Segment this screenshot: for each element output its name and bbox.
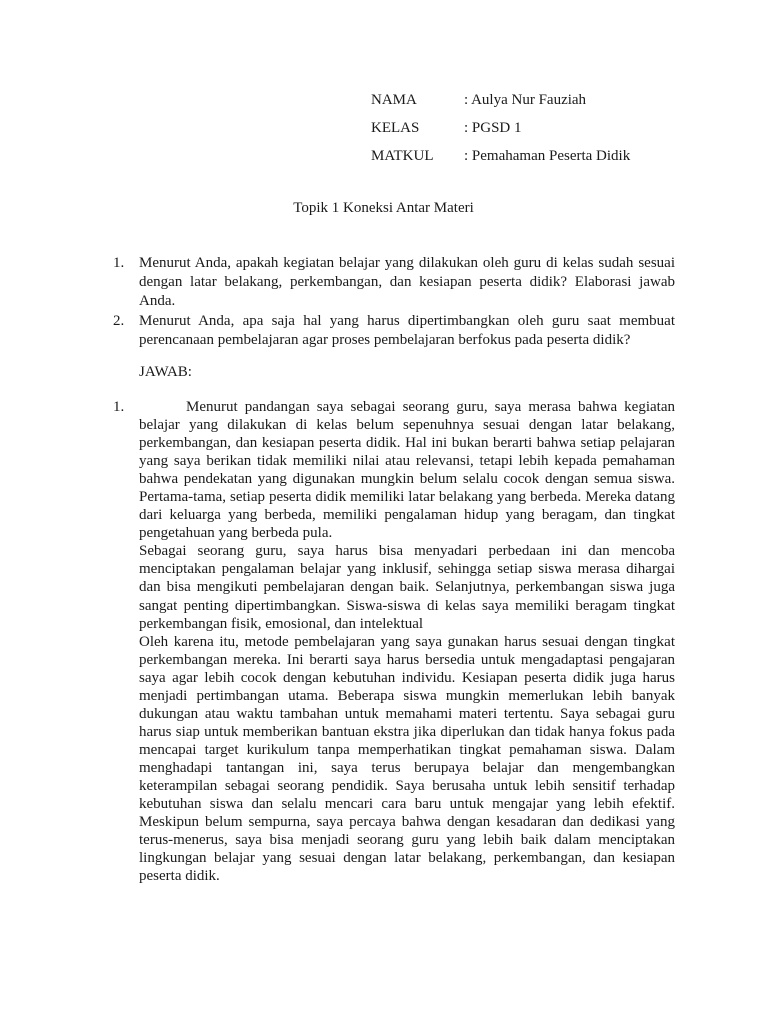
- document-title: Topik 1 Koneksi Antar Materi: [293, 200, 474, 216]
- answer-block: [113, 398, 675, 885]
- answer-item: [113, 398, 675, 885]
- class-value: : PGSD 1: [464, 120, 522, 136]
- question-number: 2.: [113, 312, 125, 329]
- answer-number: 1.: [113, 399, 125, 415]
- document-title-wrap: [0, 199, 768, 217]
- identity-block: [371, 86, 630, 170]
- answer-paragraph: Oleh karena itu, metode pembelajaran yang saya gunakan harus sesuai dengan tingkat perkembangan mereka. Ini berarti saya harus bersedia untuk mengadaptasi pengajaran saya agar lebih cocok dengan kebutuhan individu. Kesiapan peserta didik juga harus menjadi pertimbangan utama. Beberapa siswa mungkin memerlukan lebih banyak dukungan atau waktu tambahan untuk memahami materi tertentu. Saya sebagai guru harus siap untuk memberikan bantuan ekstra jika diperlukan dan tidak hanya fokus pada mencapai target kurikulum tanpa memperhatikan tingkat pemahaman siswa. Dalam menghadapi tantangan ini, saya terus berupaya belajar dan mengembangkan keterampilan sebagai seorang pendidik. Saya berusaha untuk lebih sensitif terhadap kebutuhan siswa dan selalu mencari cara baru untuk mengajar yang lebih efektif. Meskipun belum sempurna, saya percaya bahwa dengan kesadaran dan dedikasi yang terus-menerus, saya bisa menjadi seorang guru yang lebih baik dalam menciptakan lingkungan belajar yang sesuai dengan latar belakang, perkembangan, dan kesiapan peserta didik.: [139, 633, 675, 885]
- question-list: [113, 254, 675, 350]
- name-label: NAMA: [371, 92, 417, 108]
- class-row: [371, 114, 630, 142]
- answer-body: [139, 398, 675, 885]
- name-row: [371, 86, 630, 114]
- name-value: : Aulya Nur Fauziah: [464, 92, 587, 108]
- answer-paragraph: Sebagai seorang guru, saya harus bisa menyadari perbedaan ini dan mencoba menciptakan pengalaman belajar yang inklusif, sehingga setiap siswa merasa dihargai dan bisa mengikuti pembelajaran dengan baik. Selanjutnya, perkembangan siswa juga sangat penting dipertimbangkan. Siswa-siswa di kelas saya memiliki beragam tingkat perkembangan fisik, emosional, dan intelektual: [139, 543, 675, 632]
- answer-paragraph: Menurut pandangan saya sebagai seorang guru, saya merasa bahwa kegiatan belajar yang dilakukan di kelas belum sepenuhnya sesuai dengan latar belakang, perkembangan, dan kesiapan peserta didik. Hal ini bukan berarti bahwa setiap pelajaran yang saya berikan tidak memiliki nilai atau relevansi, tetapi lebih kepada pemahaman bahwa pendekatan yang digunakan mungkin belum selalu cocok dengan semua siswa. Pertama-tama, setiap peserta didik memiliki latar belakang yang berbeda. Mereka datang dari keluarga yang berbeda, memiliki pengalaman hidup yang beragam, dan tingkat pengetahuan yang berbeda pula.: [139, 399, 675, 542]
- question-item: [113, 312, 675, 350]
- course-label: MATKUL: [371, 148, 434, 164]
- course-row: [371, 142, 630, 170]
- question-item: [113, 254, 675, 312]
- class-label: KELAS: [371, 120, 420, 136]
- answer-heading: JAWAB:: [139, 364, 192, 380]
- question-text: Menurut Anda, apakah kegiatan belajar yang dilakukan oleh guru di kelas sudah sesuai dengan latar belakang, perkembangan, dan kesiapan peserta didik? Elaborasi jawab Anda.: [139, 255, 675, 310]
- question-number: 1.: [113, 255, 125, 271]
- course-value: : Pemahaman Peserta Didik: [464, 148, 631, 164]
- question-text: Menurut Anda, apa saja hal yang harus dipertimbangkan oleh guru saat membuat perencanaan pembelajaran agar proses pembelajaran berfokus pada peserta didik?: [139, 312, 675, 348]
